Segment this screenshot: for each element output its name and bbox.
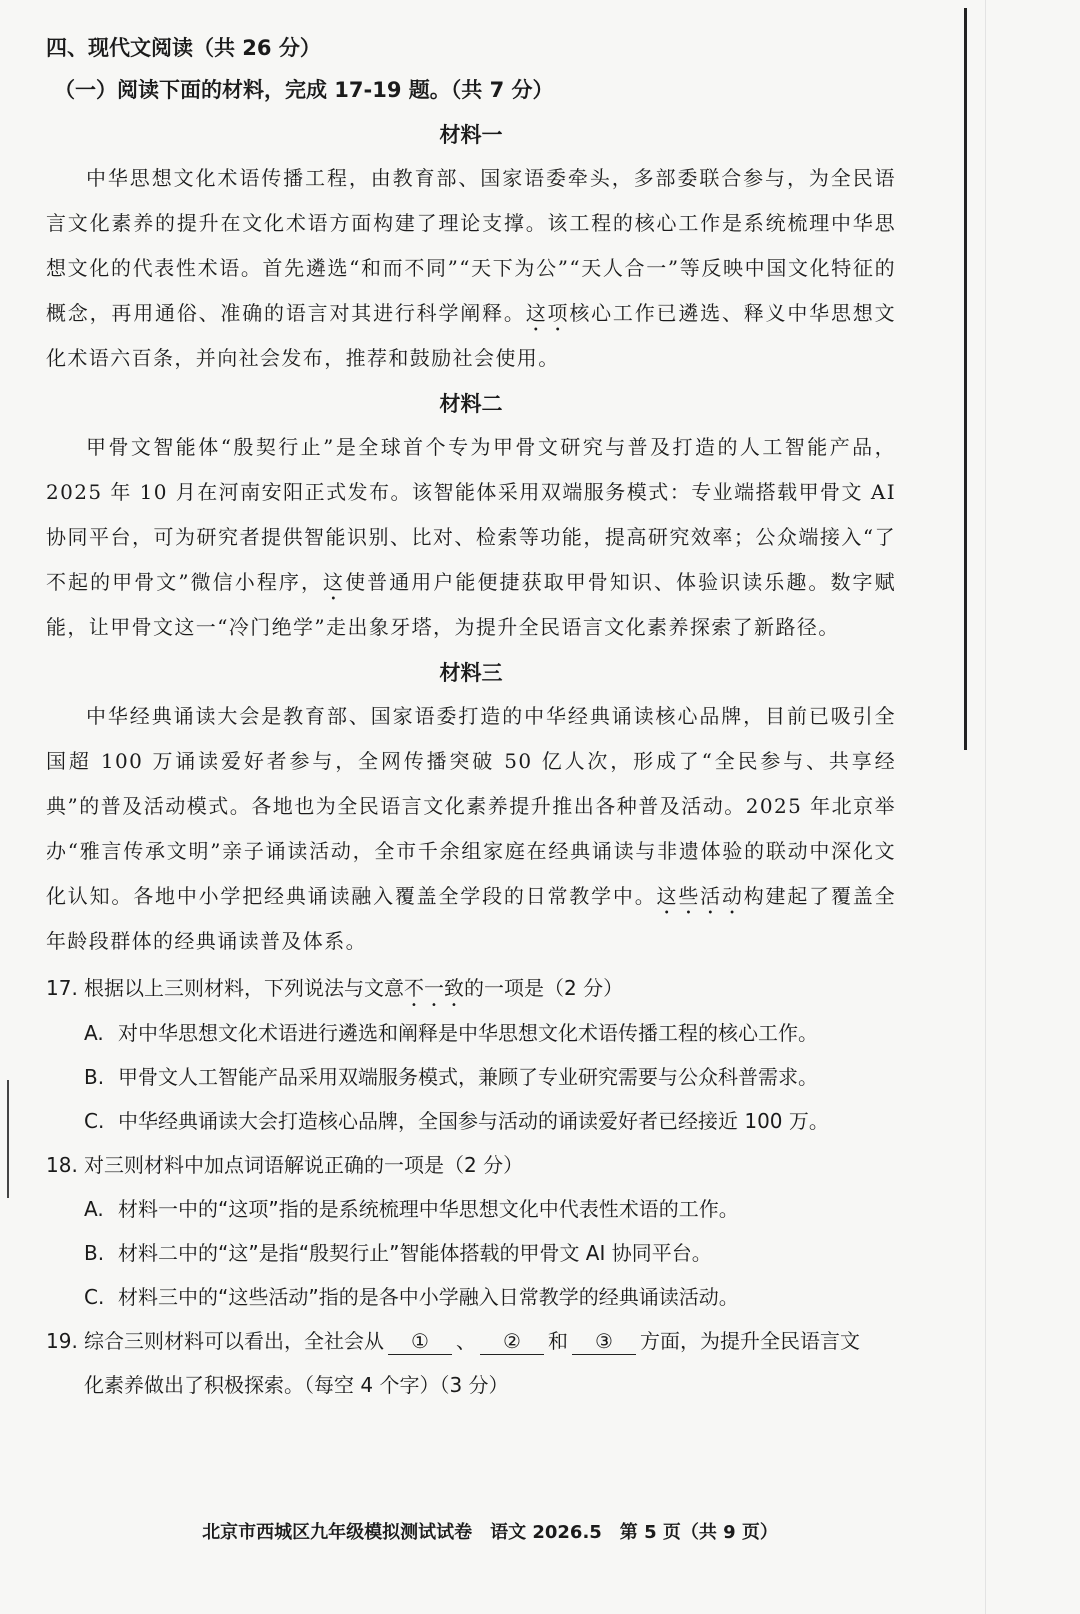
material-1-title: 材料一 [439,123,503,147]
question-19-part2: 方面，为提升全民语言文 [640,1329,860,1353]
material-2-text [46,425,896,650]
question-17-emphasis: 不一致 [404,976,464,1000]
material-3-title: 材料三 [439,661,503,685]
question-17-stem-b: 的一项是（2 分） [464,976,624,1000]
question-17-number: 17. [46,976,78,1000]
option-letter: A. [84,1021,104,1045]
section-title: 四、现代文阅读（共 26 分） [46,36,321,60]
question-18-number: 18. [46,1153,78,1177]
material-2-title: 材料二 [439,392,503,416]
material-2-text-a: 甲骨文智能体“殷契行止”是全球首个专为甲骨文研究与普及打造的人工智能产品，2025 年 10 月在河南安阳正式发布。该智能体采用双端服务模式：专业端搭载甲骨文 AI 协同平台，可为研究者提供智能识别、比对、检索等功能，提高研究效率；公众端接入“了不起的甲骨文”微信小程序， [46,435,896,594]
material-3-text-b: 构建起了覆盖全年龄段群体的经典诵读普及体系。 [46,884,896,953]
question-19-number: 19. [46,1329,78,1353]
question-18-stem-text: 对三则材料中加点词语解说正确的一项是（2 分） [84,1153,524,1177]
content-area [46,28,896,1407]
section-subtitle: （一）阅读下面的材料，完成 17-19 题。（共 7 分） [54,78,554,102]
question-17-option-a [84,1011,896,1055]
option-letter: B. [84,1241,105,1265]
material-1-text-a: 中华思想文化术语传播工程，由教育部、国家语委牵头，多部委联合参与，为全民语言文化素养的提升在文化术语方面构建了理论支撑。该工程的核心工作是系统梳理中华思想文化的代表性术语。首先遴选“和而不同”“天下为公”“天人合一”等反映中国文化特征的概念，再用通俗、准确的语言对其进行科学阐释。 [46,166,896,325]
option-text: 甲骨文人工智能产品采用双端服务模式，兼顾了专业研究需要与公众科普需求。 [118,1065,818,1089]
question-19-sep1: 、 [456,1329,476,1353]
answer-blank-3[interactable]: ③ [572,1328,636,1355]
option-text: 材料一中的“这项”指的是系统梳理中华思想文化中代表性术语的工作。 [118,1197,739,1221]
answer-blank-2[interactable]: ② [480,1328,544,1355]
scan-edge-mark [7,1080,9,1198]
material-1-emphasis: 这项 [525,301,570,325]
question-19-part1: 综合三则材料可以看出，全社会从 [84,1329,384,1353]
question-17-option-c [84,1099,896,1143]
binding-line [964,8,967,750]
question-17-option-b [84,1055,896,1099]
material-2-text-b: 使普通用户能便捷获取甲骨知识、体验识读乐趣。数字赋能，让甲骨文这一“冷门绝学”走出象牙塔，为提升全民语言文化素养探索了新路径。 [46,570,896,639]
material-1-text-b: 核心工作已遴选、释义中华思想文化术语六百条，并向社会发布，推荐和鼓励社会使用。 [46,301,896,370]
option-text: 材料三中的“这些活动”指的是各中小学融入日常教学的经典诵读活动。 [118,1285,739,1309]
question-19-line2: 化素养做出了积极探索。（每空 4 个字）（3 分） [84,1373,509,1397]
question-19-sep2: 和 [548,1329,568,1353]
page-edge [985,0,986,1614]
question-17-stem-a: 根据以上三则材料，下列说法与文意 [84,976,404,1000]
material-1-text [46,156,896,381]
option-letter: C. [84,1285,105,1309]
question-17-stem [46,966,896,1011]
option-text: 中华经典诵读大会打造核心品牌，全国参与活动的诵读爱好者已经接近 100 万。 [118,1109,829,1133]
answer-blank-1[interactable]: ① [388,1328,452,1355]
question-18-option-b [84,1231,896,1275]
option-text: 材料二中的“这”是指“殷契行止”智能体搭载的甲骨文 AI 协同平台。 [118,1241,712,1265]
material-3-text-a: 中华经典诵读大会是教育部、国家语委打造的中华经典诵读核心品牌，目前已吸引全国超 100 万诵读爱好者参与，全网传播突破 50 亿人次，形成了“全民参与、共享经典”的普及活动模式。各地也为全民语言文化素养提升推出各种普及活动。2025 年北京举办“雅言传承文明”亲子诵读活动，全市千余组家庭在经典诵读与非遗体验的联动中深化文化认知。各地中小学把经典诵读融入覆盖全学段的日常教学中。 [46,704,896,908]
question-18-option-c [84,1275,896,1319]
option-letter: A. [84,1197,104,1221]
option-text: 对中华思想文化术语进行遴选和阐释是中华思想文化术语传播工程的核心工作。 [118,1021,818,1045]
page-footer: 北京市西城区九年级模拟测试试卷 语文 2026.5 第 5 页（共 9 页） [202,1522,778,1543]
material-3-emphasis: 这些活动 [656,884,744,908]
option-letter: C. [84,1109,105,1133]
question-18-stem [46,1143,896,1187]
material-2-emphasis: 这 [323,570,346,594]
question-19-stem [46,1319,896,1363]
option-letter: B. [84,1065,105,1089]
material-3-text [46,694,896,964]
question-18-option-a [84,1187,896,1231]
